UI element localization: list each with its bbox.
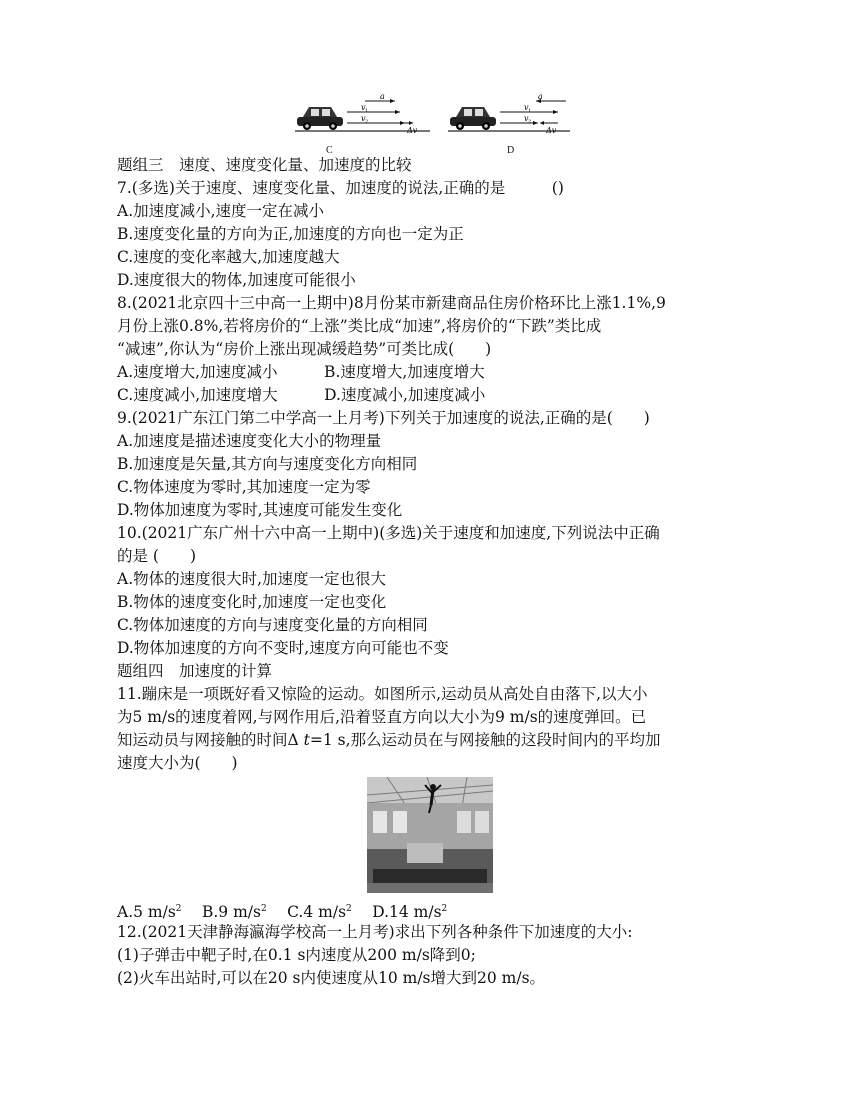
- q9-option-b: B.加速度是矢量,其方向与速度变化方向相同: [117, 455, 418, 473]
- svg-text:a: a: [538, 92, 543, 101]
- section-title: 题组三 速度、速度变化量、加速度的比较: [117, 156, 412, 174]
- q8-stem-line2: 月份上涨0.8%,若将房价的“上涨”类比成“加速”,将房价的“下跌”类比成: [117, 317, 602, 335]
- svg-text:1: 1: [365, 108, 369, 114]
- figure-c-car-vectors: [295, 92, 435, 136]
- q8-options-cd: C.速度减小,加速度增大 D.速度减小,加速度减小: [117, 386, 486, 404]
- q10-option-c: C.物体加速度的方向与速度变化量的方向相同: [117, 616, 428, 634]
- q8-stem-line3: “减速”,你认为“房价上涨出现减缓趋势”可类比成( ): [117, 340, 492, 358]
- q7-option-d: D.速度很大的物体,加速度可能很小: [117, 271, 356, 289]
- figure-d-car-vectors: [448, 92, 578, 136]
- svg-text:a: a: [380, 92, 385, 101]
- svg-text:2: 2: [365, 119, 369, 125]
- q10-stem-line2: 的是 ( ): [117, 547, 197, 565]
- svg-text:v: v: [524, 103, 529, 112]
- q11-stem-line4: 速度大小为( ): [117, 754, 238, 772]
- q12-stem: 12.(2021天津静海瀛海学校高一上月考)求出下列各种条件下加速度的大小:: [117, 923, 633, 941]
- q11-stem-line1: 11.蹦床是一项既好看又惊险的运动。如图所示,运动员从高处自由落下,以大小: [117, 685, 648, 703]
- q11-options: A.5 $m/s^2$ B.9 $m/s^2$ C.4 $m/s^2$ D.14 $m/s^2$: [117, 903, 448, 921]
- svg-text:1: 1: [528, 108, 532, 114]
- car-icon: [297, 107, 343, 130]
- figure-c-caption: C: [326, 145, 333, 156]
- svg-text:2: 2: [528, 119, 532, 125]
- q9-stem: 9.(2021广东江门第二中学高一上月考)下列关于加速度的说法,正确的是( ): [117, 409, 650, 427]
- q12-part1: (1)子弹击中靶子时,在0.1 s内速度从200 m/s降到0;: [117, 946, 476, 964]
- svg-text:Δv: Δv: [407, 126, 418, 135]
- svg-text:v: v: [361, 103, 366, 112]
- car-icon: [450, 107, 496, 130]
- q7-option-a: A.加速度减小,速度一定在减小: [117, 202, 325, 220]
- q7-option-b: B.速度变化量的方向为正,加速度的方向也一定为正: [117, 225, 464, 243]
- q11-stem-line2: 为5 m/s的速度着网,与网作用后,沿着竖直方向以大小为9 m/s的速度弹回。已: [117, 708, 647, 726]
- q9-option-d: D.物体加速度为零时,其速度可能发生变化: [117, 501, 403, 519]
- figure-d-caption: D: [507, 145, 515, 156]
- q9-option-a: A.加速度是描述速度变化大小的物理量: [117, 432, 382, 450]
- q9-option-c: C.物体速度为零时,其加速度一定为零: [117, 478, 371, 496]
- q8-options-ab: A.速度增大,加速度减小 B.速度增大,加速度增大: [117, 363, 485, 381]
- q10-option-a: A.物体的速度很大时,加速度一定也很大: [117, 570, 387, 588]
- section-title: 题组四 加速度的计算: [117, 662, 273, 680]
- q7-option-c: C.速度的变化率越大,加速度越大: [117, 248, 340, 266]
- svg-text:Δv: Δv: [546, 126, 557, 135]
- q12-part2: (2)火车出站时,可以在20 s内使速度从10 m/s增大到20 m/s。: [117, 969, 546, 987]
- svg-text:v: v: [361, 114, 366, 123]
- q11-stem-line3: 知运动员与网接触的时间Δ t=1 s,那么运动员在与网接触的这段时间内的平均加: [117, 731, 661, 749]
- trampoline-photo: [367, 777, 493, 893]
- q10-option-d: D.物体加速度的方向不变时,速度方向可能也不变: [117, 639, 449, 657]
- q8-stem-line1: 8.(2021北京四十三中高一上期中)8月份某市新建商品住房价格环比上涨1.1%,9: [117, 294, 666, 312]
- q10-option-b: B.物体的速度变化时,加速度一定也变化: [117, 593, 387, 611]
- q10-stem-line1: 10.(2021广东广州十六中高一上期中)(多选)关于速度和加速度,下列说法中正确: [117, 524, 660, 542]
- svg-text:v: v: [524, 114, 529, 123]
- q7-stem: 7.(多选)关于速度、速度变化量、加速度的说法,正确的是 (): [117, 179, 564, 197]
